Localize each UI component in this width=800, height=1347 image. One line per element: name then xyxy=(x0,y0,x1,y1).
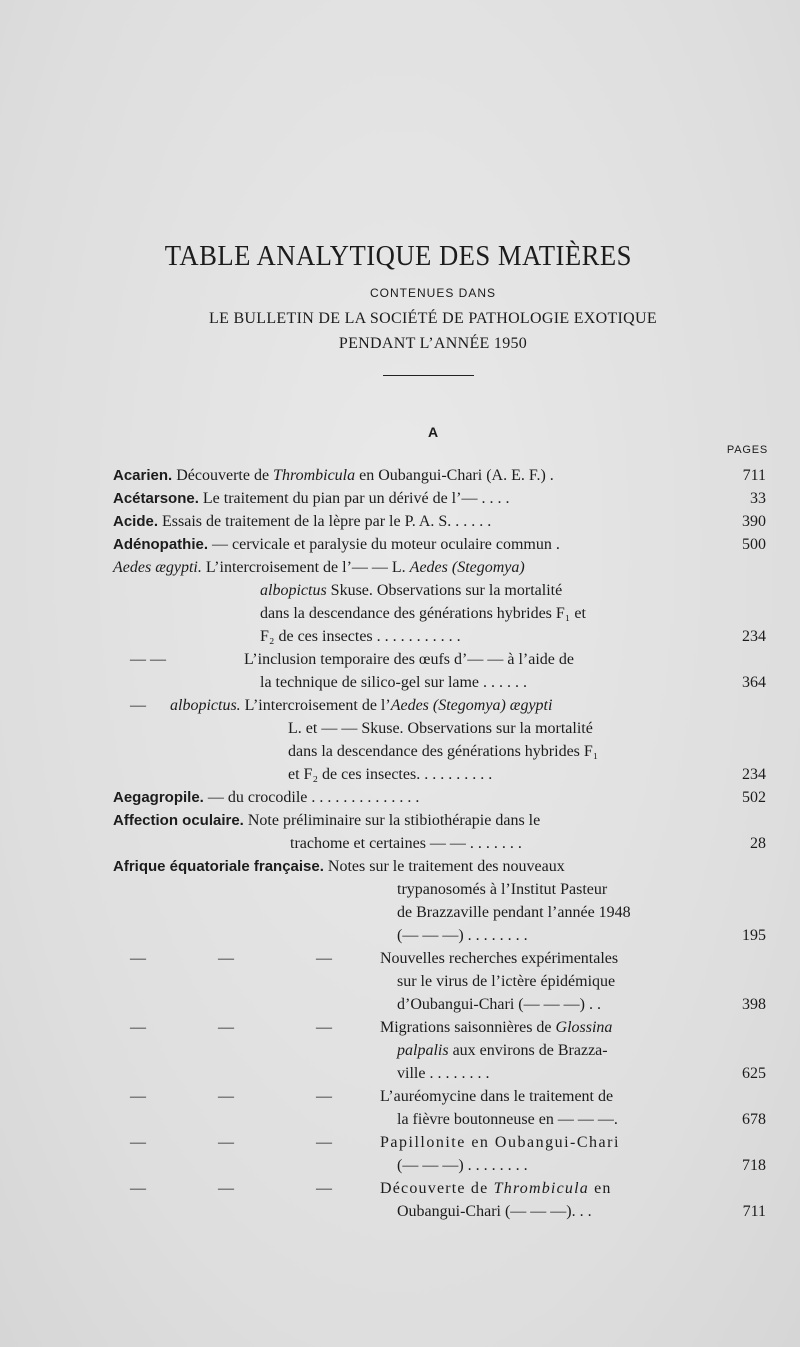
entry-aedes-aegypti-line2: albopictus Skuse. Observations sur la mortalité xyxy=(260,582,563,599)
page-number: 234 xyxy=(742,628,766,645)
entry-papillonite-line2: (— — —) . . . . . . . . xyxy=(397,1157,528,1174)
entry-afrique-line4: (— — —) . . . . . . . . xyxy=(397,927,528,944)
ditto-dash: — xyxy=(130,950,146,967)
page-number: 711 xyxy=(742,1203,766,1220)
entry-aedes-aegypti-line4: F₂ de ces insectes . . . . . . . . . . . xyxy=(260,628,461,645)
subtitle-contenues: CONTENUES DANS xyxy=(369,286,496,300)
ditto-dash: — xyxy=(130,1019,146,1036)
ditto-dash: — xyxy=(316,1019,332,1036)
page-title: TABLE ANALYTIQUE DES MATIÈRES xyxy=(164,240,632,272)
section-letter: A xyxy=(427,424,439,440)
entry-afrique-line3: de Brazzaville pendant l’année 1948 xyxy=(397,904,631,921)
entry-adenopathie: Adénopathie. — cervicale et paralysie du moteur oculaire commun . xyxy=(113,536,560,553)
page-number: 502 xyxy=(742,789,766,806)
page-number: 500 xyxy=(742,536,766,553)
page-number: 234 xyxy=(742,766,766,783)
entry-afrique-line2: trypanosomés à l’Institut Pasteur xyxy=(397,881,608,898)
ditto-dash: — xyxy=(218,1180,234,1197)
entry-nouvelles-line2: sur le virus de l’ictère épidémique xyxy=(397,973,616,990)
entry-papillonite: Papillonite en Oubangui-Chari xyxy=(380,1134,620,1151)
entry-acetarsone: Acétarsone. Le traitement du pian par un dérivé de l’— . . . . xyxy=(113,490,510,507)
pages-column-header: PAGES xyxy=(726,444,768,456)
entry-aedes-aegypti: Aedes ægypti. L’intercroisement de l’— — L. Aedes (Stegomya) xyxy=(113,559,525,576)
page-number: 195 xyxy=(742,927,766,944)
entry-acide: Acide. Essais de traitement de la lèpre par le P. A. S. . . . . . xyxy=(113,513,492,530)
page-number: 390 xyxy=(742,513,766,530)
ditto-dash: — xyxy=(130,1134,146,1151)
ditto-dash: — xyxy=(218,950,234,967)
entry-albopictus-line3: dans la descendance des générations hybrides F₁ xyxy=(288,743,599,760)
entry-albopictus: albopictus. L’intercroisement de l’Aedes (Stegomya) ægypti xyxy=(170,697,553,714)
subtitle-bulletin: LE BULLETIN DE LA SOCIÉTÉ DE PATHOLOGIE EXOTIQUE xyxy=(209,310,657,327)
ditto-dash: — xyxy=(218,1134,234,1151)
page-number: 718 xyxy=(742,1157,766,1174)
entry-albopictus-line4: et F₂ de ces insectes. . . . . . . . . . xyxy=(288,766,493,783)
ditto-dashes: — — xyxy=(130,651,166,668)
entry-afrique-equatoriale: Afrique équatoriale française. Notes sur le traitement des nouveaux xyxy=(113,858,565,875)
subtitle-year: PENDANT L’ANNÉE 1950 xyxy=(338,335,528,352)
entry-nouvelles-line3: d’Oubangui-Chari (— — —) . . xyxy=(397,996,601,1013)
entry-inclusion-line2: la technique de silico-gel sur lame . . . . . . xyxy=(260,674,528,691)
page-number: 678 xyxy=(742,1111,766,1128)
ditto-dash: — xyxy=(218,1088,234,1105)
page-number: 33 xyxy=(750,490,766,507)
ditto-dash: — xyxy=(130,1088,146,1105)
page-number: 28 xyxy=(750,835,766,852)
ditto-dash: — xyxy=(316,1134,332,1151)
ditto-dash: — xyxy=(218,1019,234,1036)
page-number: 625 xyxy=(742,1065,766,1082)
entry-affection-oculaire: Affection oculaire. Note préliminaire sur la stibiothérapie dans le xyxy=(113,812,541,829)
entry-migrations: Migrations saisonnières de Glossina xyxy=(380,1019,613,1036)
entry-affection-oculaire-line2: trachome et certaines — — . . . . . . . xyxy=(290,835,522,852)
title-divider xyxy=(383,375,474,376)
ditto-dash: — xyxy=(316,950,332,967)
entry-inclusion: L’inclusion temporaire des œufs d’— — à l’aide de xyxy=(244,651,574,668)
entry-aedes-aegypti-line3: dans la descendance des générations hybrides F₁ et xyxy=(260,605,586,622)
entry-albopictus-line2: L. et — — Skuse. Observations sur la mortalité xyxy=(288,720,593,737)
entry-decouverte: Découverte de Thrombicula en xyxy=(380,1180,612,1197)
entry-aureomycine: L’auréomycine dans le traitement de xyxy=(380,1088,614,1105)
entry-migrations-line2: palpalis aux environs de Brazza- xyxy=(397,1042,608,1059)
ditto-dash: — xyxy=(130,1180,146,1197)
ditto-dash: — xyxy=(316,1088,332,1105)
ditto-dash: — xyxy=(316,1180,332,1197)
entry-migrations-line3: ville . . . . . . . . xyxy=(397,1065,490,1082)
page-number: 711 xyxy=(742,467,766,484)
entry-decouverte-line2: Oubangui-Chari (— — —). . . xyxy=(397,1203,592,1220)
page-number: 398 xyxy=(742,996,766,1013)
entry-aegagropile: Aegagropile. — du crocodile . . . . . . . . . . . . . . xyxy=(113,789,420,806)
ditto-dash: — xyxy=(130,697,146,714)
entry-acarien: Acarien. Découverte de Thrombicula en Oubangui-Chari (A. E. F.) . xyxy=(113,467,554,484)
entry-aureomycine-line2: la fièvre boutonneuse en — — —. xyxy=(397,1111,618,1128)
page-number: 364 xyxy=(742,674,766,691)
entry-nouvelles-recherches: Nouvelles recherches expérimentales xyxy=(380,950,619,967)
